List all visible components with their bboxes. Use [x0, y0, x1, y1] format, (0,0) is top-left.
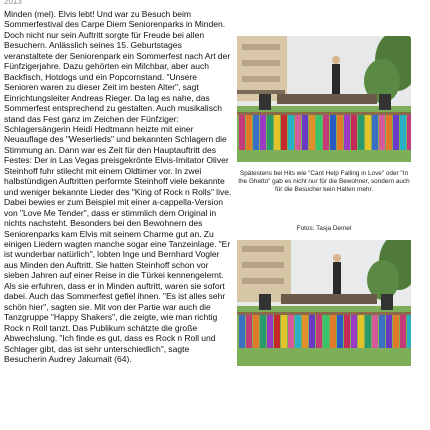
event-photo-2: [237, 240, 411, 366]
article-body: Minden (mel). Elvis lebt! Und war zu Besuch beim Sommerfestival des Carpe Diem Seniorenparks in Minden. Doch nicht nur sein Auftritt sorgte für Freude bei allen Besuchern. Anlässlich seines 15. Geburtstages veranstaltete der Seniorenpark ein Sommerfest nach Art der Fünfzigerjahre. Dazu gehörten ein Milchbar, aber auch Backfisch, Hotdogs und ein Popcornstand. "Unsere Senioren waren zu dieser Zeit im besten Alter", sagt Einrichtungsleiter Andreas Rieger. Da lag es nahe, das Sommerfest entsprechend zu gestalten. Auch musikalisch stand das Fest ganz im Zeichen der Fünfziger: Schlagersängerin Heidi Hedtmann heizte mit einer Neuauflage des "Weserlieds" und bekannten Schlagern die Stimmung an. Dann war es Zeit für den Hauptauftritt des Festes: Der in Las Vegas preisgekrönte Elvis-Imitator Oliver Steinhoff fuhr stilecht mit einem Oldtimer vor. In zwei halbstündigen Auftritten performte Steinhoff viele bekannte und weniger bekannte Lieder des "King of Rock n Rolls" live. Dabei bewies er zum Beispiel mit einer a-cappella-Version von "Love Me Tender", dass er stimmlich dem Original in nichts nachsteht. Besonders bei den Bewohnern des Seniorenparks kam Elvis mit seinem Charme gut an. Zu einigen Liedern wagten manche sogar eine Tanzeinlage. "Er ist wunderbar natürlich", lobten Inge und Bernhard Vogler aus Minden den Auftritt. Sie hatten Steinhoff schon vor sieben Jahren auf einer Reise in die Türkei kennengelernt. Als sie erfuhren, dass er in Minden auftritt, waren sie sofort dabei. Auch das Sommerfest gefiel ihnen. "Es ist alles sehr schön hier", sagten sie. Mit von der Partie war auch die Tanzgruppe "Happy Shakers", die zeigte, wie man richtig Rock n Roll tanzt. Das Publikum schätzte die große Abwechslung. "Ich finde es gut, dass es Rock n Roll und Schlager gibt, das ist sehr unterschiedlich", sagte Besucherin Audrey Jakumait (64).: [4, 9, 232, 364]
photo-credit: Fotos: Tasja Demel: [296, 225, 352, 232]
stage-photo-illustration: [237, 240, 411, 366]
event-photo-1: [237, 36, 411, 162]
photo-caption: Spätestens bei Hits wie "Cant Help Falling in Love" oder "In the Ghetto" gab es nicht nur für die Bewohner, sondern auch für die Besucher kein Halten mehr.: [238, 170, 410, 194]
stage-photo-illustration: [237, 36, 411, 162]
article-date: 2013: [4, 0, 22, 6]
